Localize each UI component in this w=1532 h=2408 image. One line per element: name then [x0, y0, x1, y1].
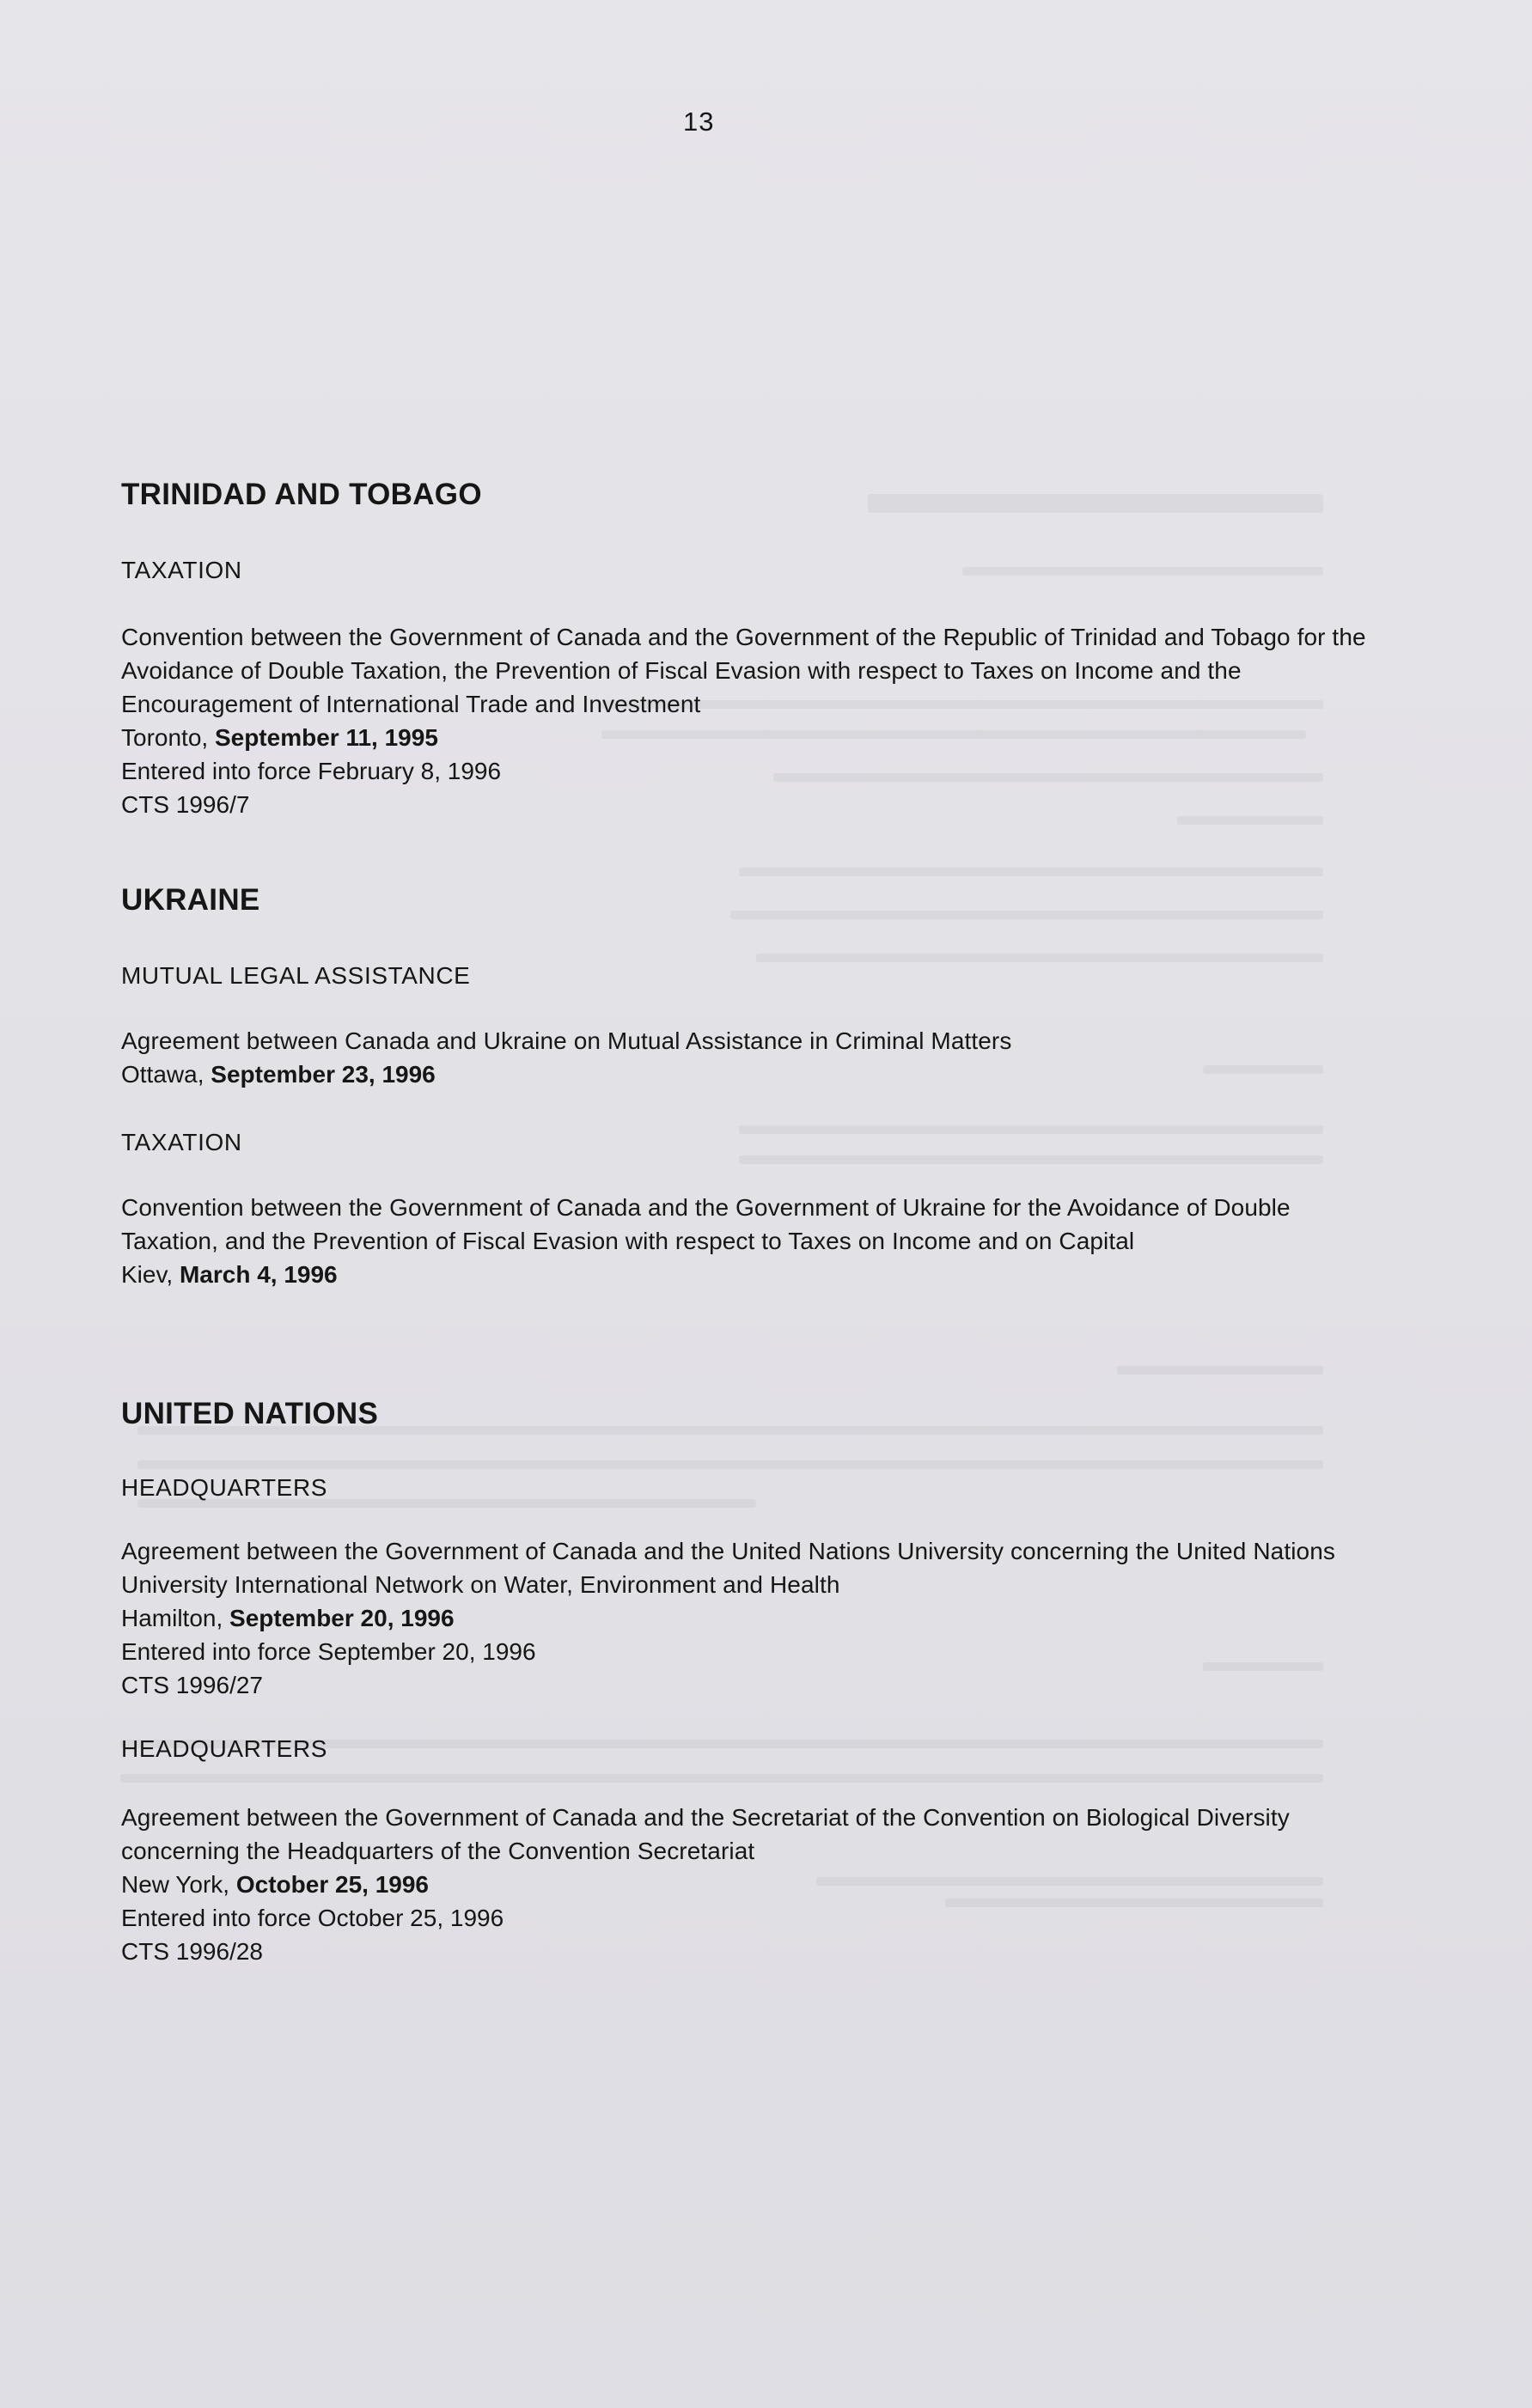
- country-heading: TRINIDAD AND TOBAGO: [121, 478, 482, 511]
- subject-taxation: [121, 557, 1384, 584]
- subject-heading: TAXATION: [121, 557, 242, 583]
- treaty-place: Toronto,: [121, 724, 209, 751]
- treaty-entry-into-force: Entered into force September 20, 1996: [121, 1638, 536, 1665]
- treaty-title: Convention between the Government of Canada and the Government of the Republic of Trinidad and Tobago for the Avoidance of Double Taxation, the Prevention of Fiscal Evasion with respect to Taxes on Income and the Encouragement of International Trade and Investment: [121, 624, 1366, 717]
- treaty-date: March 4, 1996: [179, 1261, 338, 1288]
- treaty-place: New York,: [121, 1871, 230, 1898]
- treaty-date: September 11, 1995: [214, 724, 438, 751]
- subject-taxation: [121, 1129, 1384, 1156]
- treaty-cts: CTS 1996/27: [121, 1672, 263, 1698]
- section-united-nations: [121, 1397, 1384, 1431]
- treaty-entry: [121, 1534, 1384, 1702]
- treaty-date: September 20, 1996: [229, 1605, 455, 1631]
- treaty-place: Ottawa,: [121, 1061, 204, 1088]
- treaty-place-date: [121, 1868, 1384, 1901]
- subject-headquarters: [121, 1474, 1384, 1502]
- page-number: 13: [683, 107, 715, 137]
- country-heading: UNITED NATIONS: [121, 1397, 379, 1430]
- treaty-date: October 25, 1996: [235, 1871, 429, 1898]
- treaty-place-date: [121, 1058, 1384, 1091]
- subject-headquarters: [121, 1735, 1384, 1763]
- treaty-place: Kiev,: [121, 1261, 174, 1288]
- treaty-entry: [121, 1024, 1384, 1091]
- treaty-title: Agreement between the Government of Canada and the United Nations University concerning the United Nations University International Network on Water, Environment and Health: [121, 1538, 1335, 1598]
- subject-heading: HEADQUARTERS: [121, 1474, 328, 1501]
- treaty-cts: CTS 1996/28: [121, 1938, 263, 1965]
- subject-heading: TAXATION: [121, 1129, 242, 1155]
- section-trinidad-and-tobago: [121, 478, 1384, 512]
- treaty-entry: [121, 1191, 1384, 1291]
- subject-heading: MUTUAL LEGAL ASSISTANCE: [121, 962, 471, 989]
- treaty-cts: CTS 1996/7: [121, 791, 250, 818]
- treaty-title: Agreement between Canada and Ukraine on Mutual Assistance in Criminal Matters: [121, 1027, 1012, 1054]
- treaty-title: Agreement between the Government of Canada and the Secretariat of the Convention on Biological Diversity concerning the Headquarters of the Convention Secretariat: [121, 1804, 1290, 1864]
- treaty-entry: [121, 620, 1384, 821]
- treaty-title: Convention between the Government of Canada and the Government of Ukraine for the Avoidance of Double Taxation, and the Prevention of Fiscal Evasion with respect to Taxes on Income and on Capital: [121, 1194, 1291, 1254]
- treaty-place-date: [121, 1258, 1384, 1291]
- treaty-date: September 23, 1996: [211, 1061, 436, 1088]
- subject-mutual-legal-assistance: [121, 962, 1384, 990]
- treaty-entry: [121, 1801, 1384, 1968]
- treaty-place-date: [121, 1601, 1384, 1635]
- subject-heading: HEADQUARTERS: [121, 1735, 328, 1762]
- treaty-entry-into-force: Entered into force February 8, 1996: [121, 758, 502, 784]
- treaty-place-date: [121, 721, 1384, 754]
- section-ukraine: [121, 883, 1384, 917]
- treaty-place: Hamilton,: [121, 1605, 223, 1631]
- country-heading: UKRAINE: [121, 883, 260, 917]
- treaty-entry-into-force: Entered into force October 25, 1996: [121, 1905, 504, 1931]
